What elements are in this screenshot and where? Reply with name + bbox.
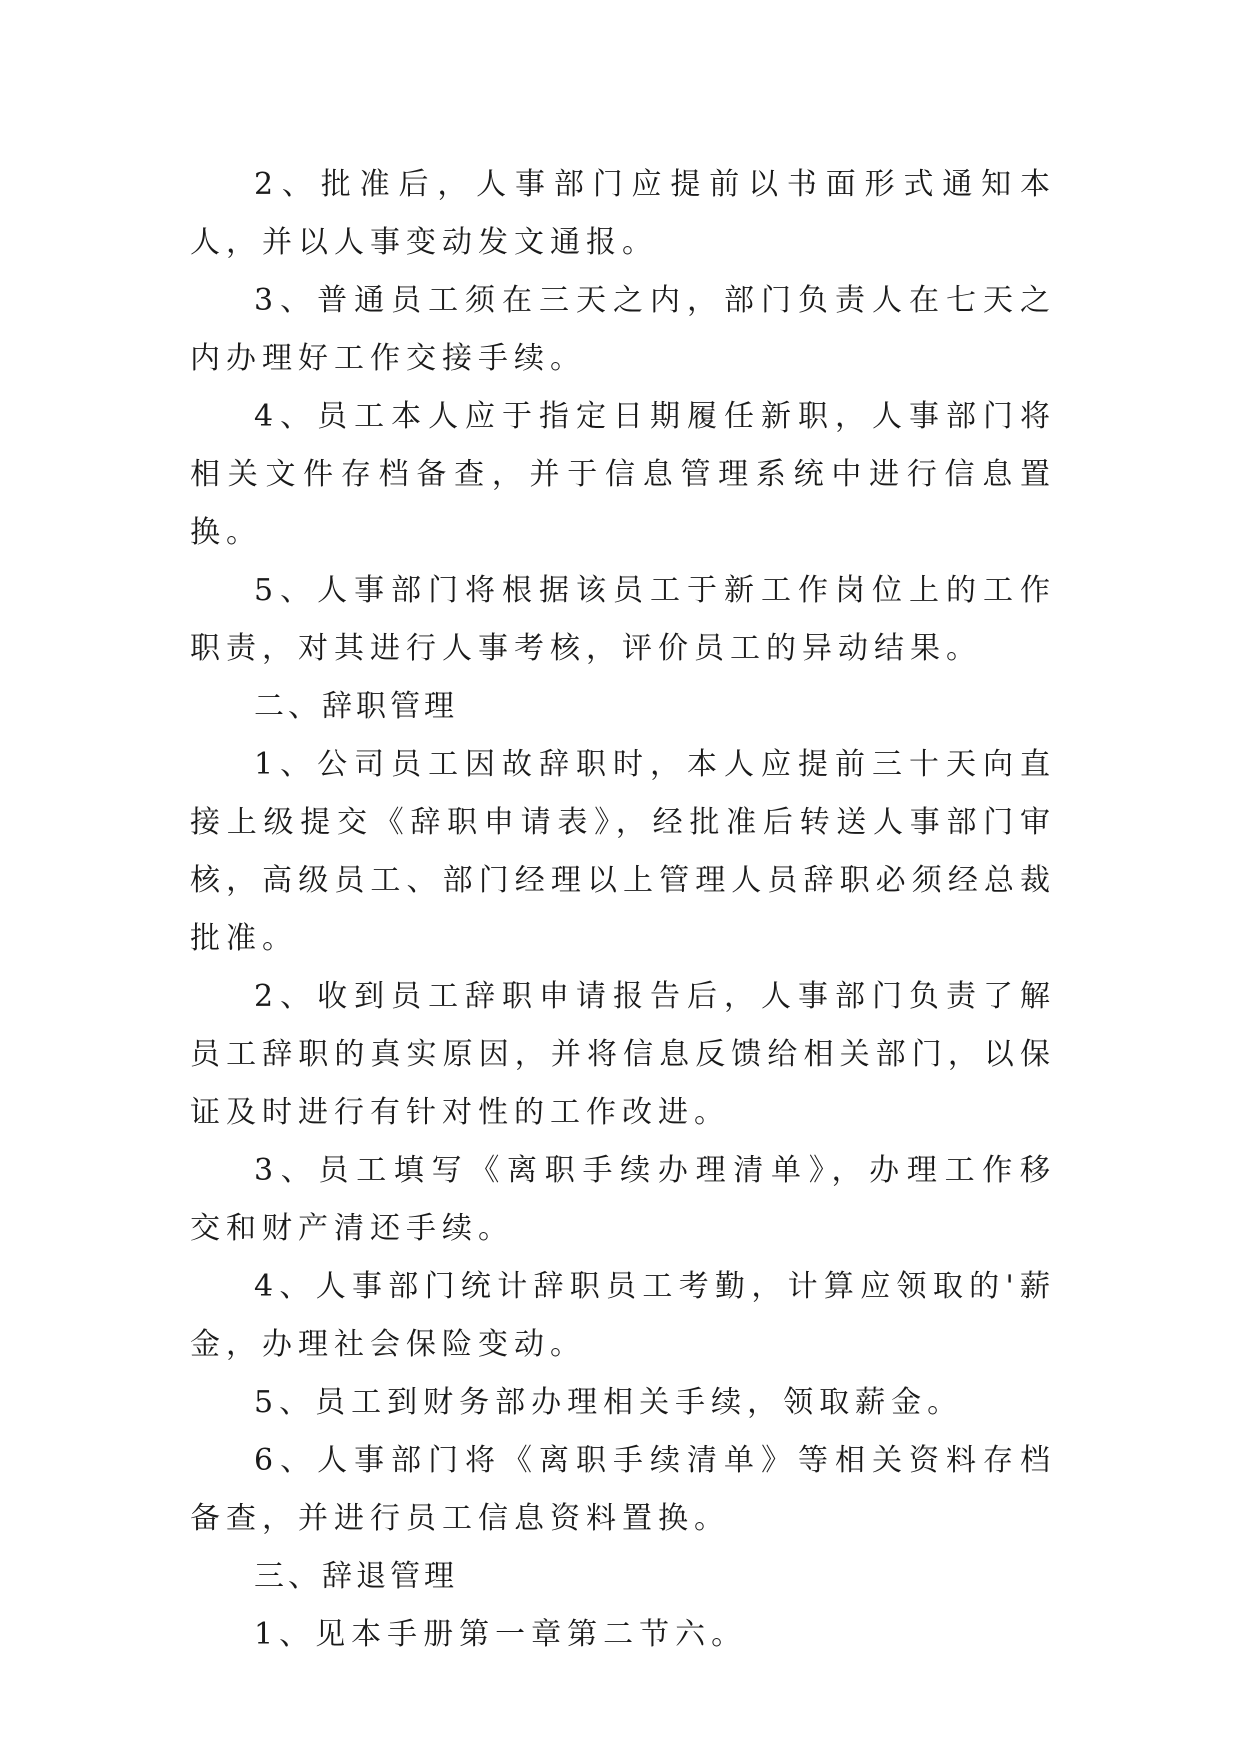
paragraph-resignation-item-2: 2、收到员工辞职申请报告后，人事部门负责了解员工辞职的真实原因，并将信息反馈给相关部门，以保证及时进行有针对性的工作改进。: [190, 979, 1056, 1130]
section-heading-dismissal: 三、辞退管理: [254, 1559, 458, 1594]
paragraph-resignation-item-3: 3、员工填写《离职手续办理清单》，办理工作移交和财产清还手续。: [190, 1153, 1056, 1246]
paragraph-resignation-item-6: 6、人事部门将《离职手续清单》等相关资料存档备查，并进行员工信息资料置换。: [190, 1443, 1056, 1536]
paragraph-dismissal-item-1: 1、见本手册第一章第二节六。: [254, 1617, 748, 1652]
paragraph-transfer-item-5: 5、人事部门将根据该员工于新工作岗位上的工作职责，对其进行人事考核，评价员工的异动结果。: [190, 573, 1056, 666]
paragraph-resignation-item-5: 5、员工到财务部办理相关手续，领取薪金。: [254, 1385, 964, 1420]
paragraph-resignation-item-1: 1、公司员工因故辞职时，本人应提前三十天向直接上级提交《辞职申请表》，经批准后转送人事部门审核，高级员工、部门经理以上管理人员辞职必须经总裁批准。: [190, 747, 1056, 956]
paragraph-transfer-item-2: 2、批准后，人事部门应提前以书面形式通知本人，并以人事变动发文通报。: [190, 167, 1056, 260]
paragraph-transfer-item-3: 3、普通员工须在三天之内，部门负责人在七天之内办理好工作交接手续。: [190, 283, 1056, 376]
paragraph-transfer-item-4: 4、员工本人应于指定日期履任新职，人事部门将相关文件存档备查，并于信息管理系统中进行信息置换。: [190, 399, 1056, 550]
document-body: [190, 156, 1056, 1664]
paragraph-resignation-item-4: 4、人事部门统计辞职员工考勤，计算应领取的'薪金，办理社会保险变动。: [190, 1269, 1056, 1362]
section-heading-resignation: 二、辞职管理: [254, 689, 458, 724]
